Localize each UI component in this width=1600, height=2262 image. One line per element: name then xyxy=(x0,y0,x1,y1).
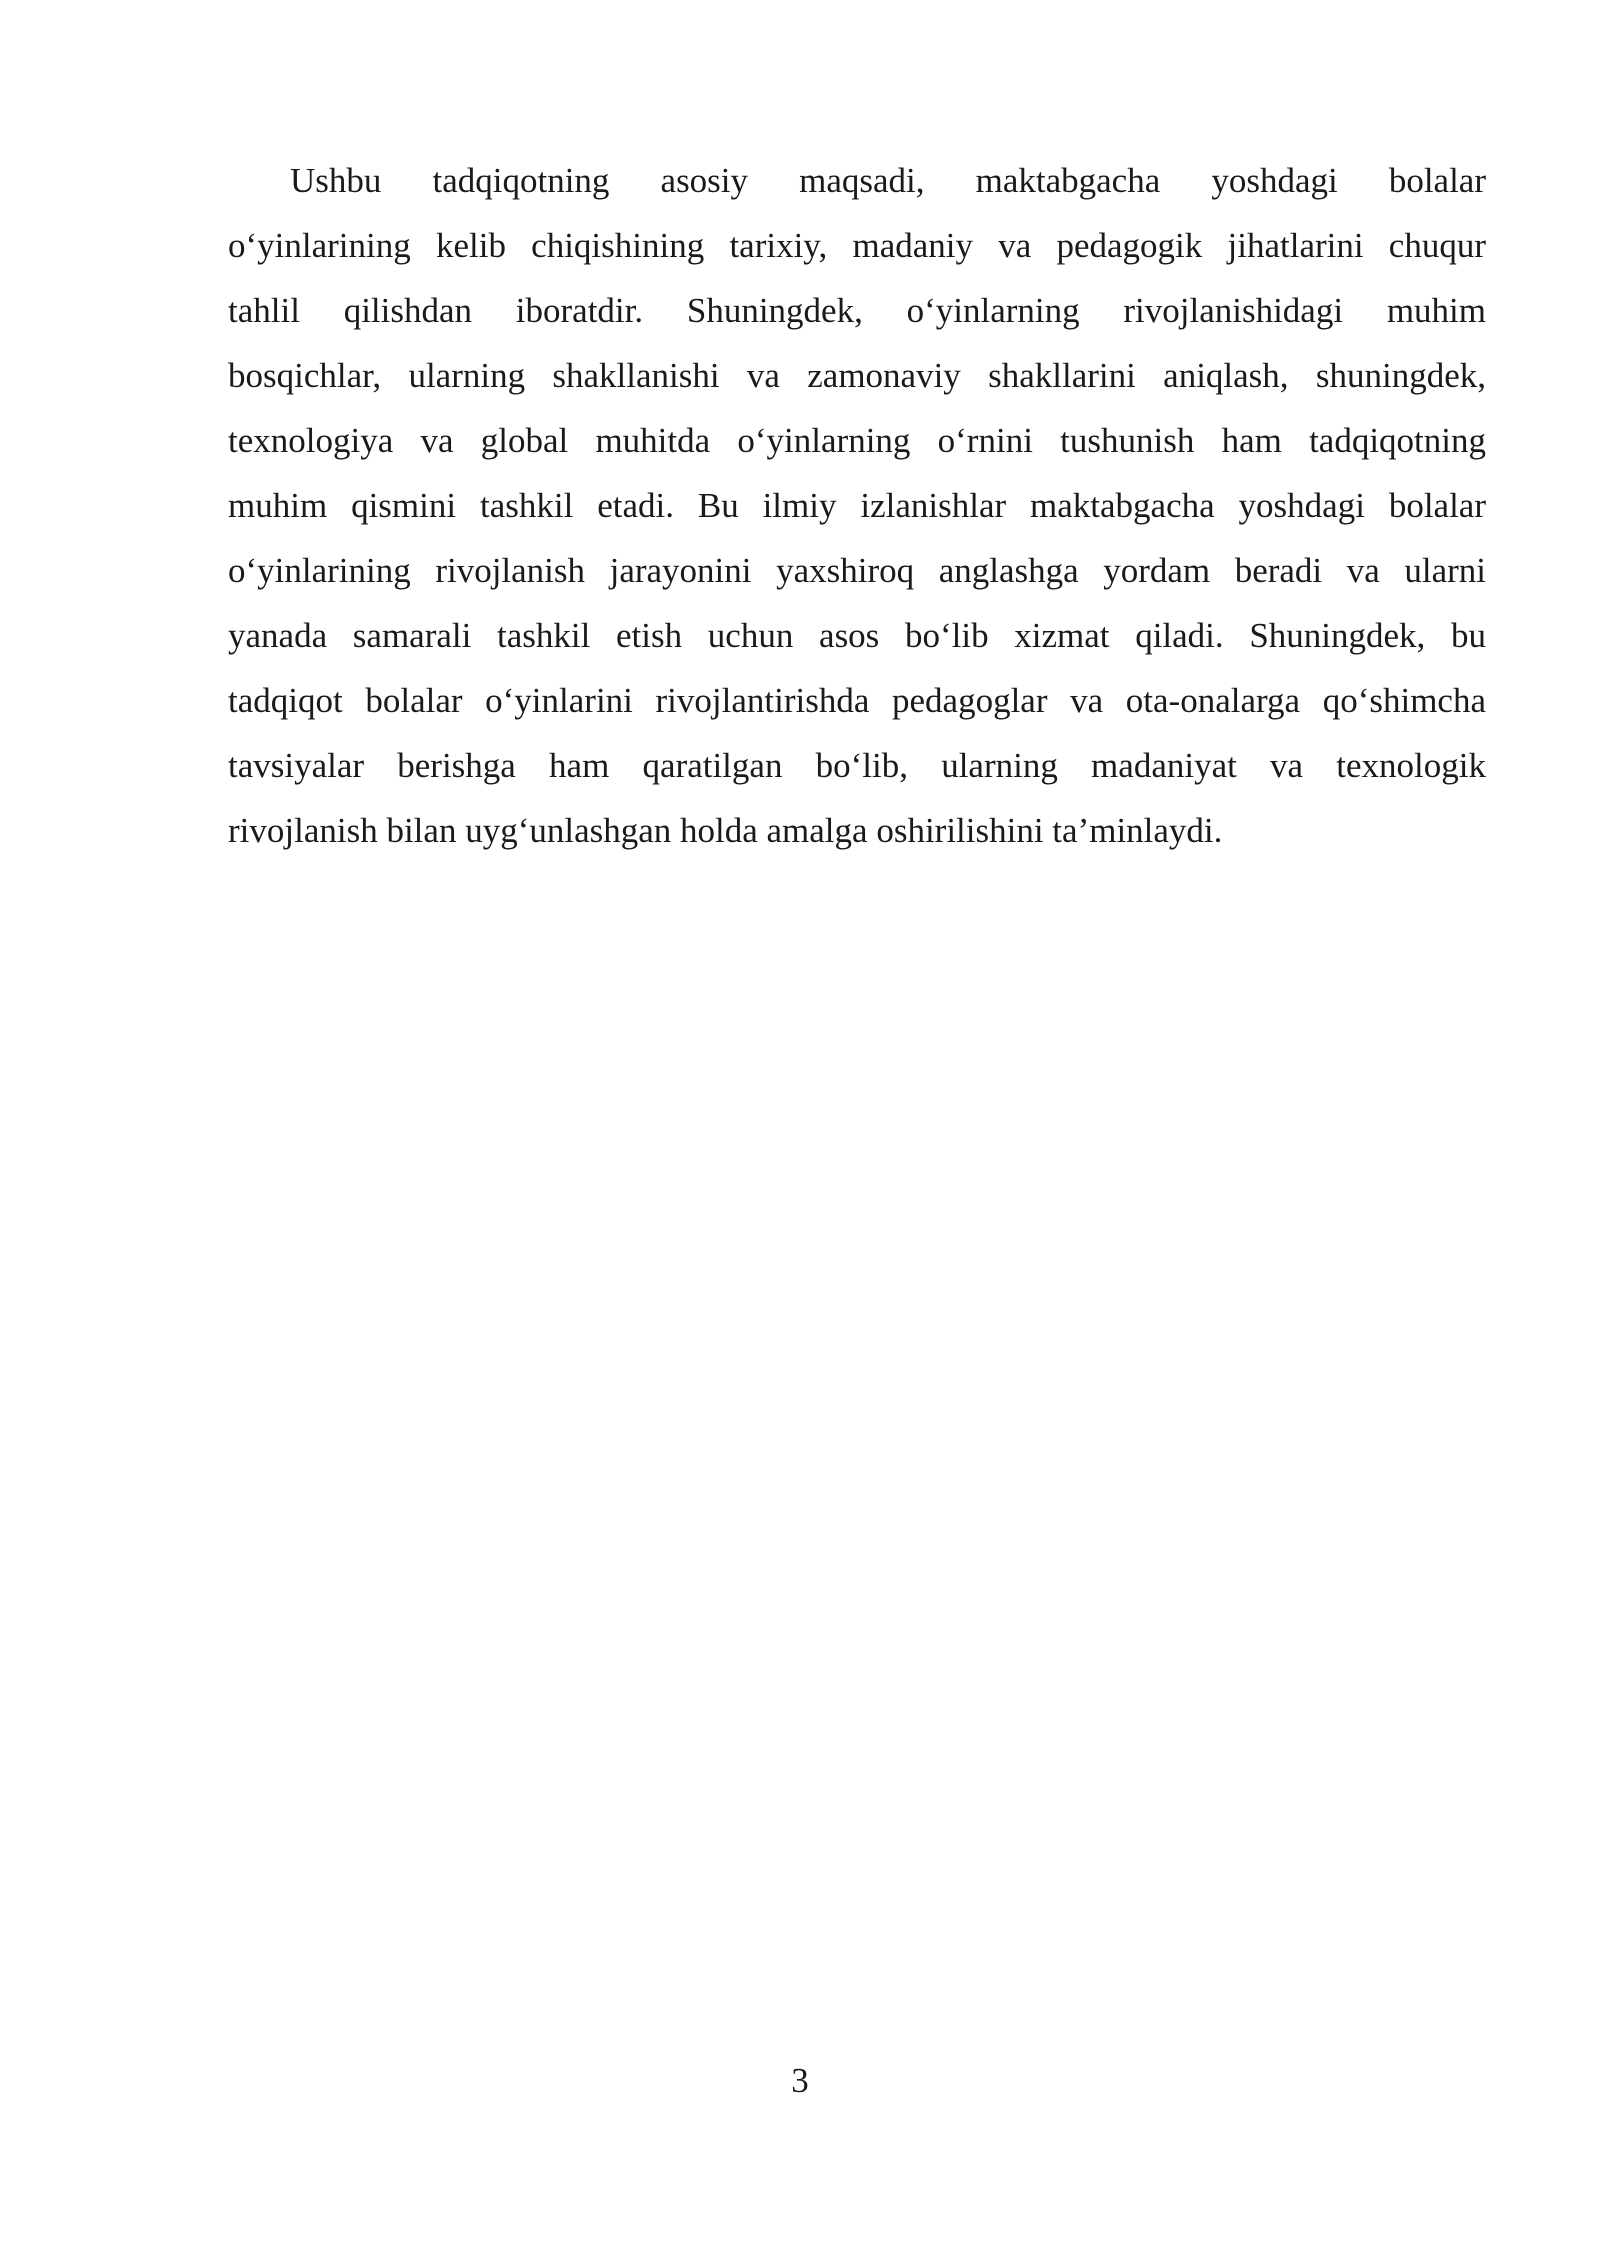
paragraph-line: muhim qismini tashkil etadi. Bu ilmiy izlanishlar maktabgacha yoshdagi bolalar xyxy=(228,486,1486,525)
paragraph-line: texnologiya va global muhitda o‘yinlarning o‘rnini tushunish ham tadqiqotning xyxy=(228,421,1486,460)
paragraph-line: rivojlanish bilan uyg‘unlashgan holda amalga oshirilishini ta’minlaydi. xyxy=(228,811,1223,850)
paragraph-line: tahlil qilishdan iboratdir. Shuningdek, o‘yinlarning rivojlanishidagi muhim xyxy=(228,291,1486,330)
paragraph-line: o‘yinlarining rivojlanish jarayonini yaxshiroq anglashga yordam beradi va ularni xyxy=(228,551,1486,590)
page-number: 3 xyxy=(791,2061,809,2100)
paragraph-line: bosqichlar, ularning shakllanishi va zamonaviy shakllarini aniqlash, shuningdek, xyxy=(228,356,1486,395)
paragraph-line: Ushbu tadqiqotning asosiy maqsadi, maktabgacha yoshdagi bolalar xyxy=(290,161,1486,200)
body-paragraph xyxy=(228,148,1486,863)
paragraph-line: tavsiyalar berishga ham qaratilgan bo‘lib, ularning madaniyat va texnologik xyxy=(228,746,1486,785)
paragraph-line: yanada samarali tashkil etish uchun asos bo‘lib xizmat qiladi. Shuningdek, bu xyxy=(228,616,1486,655)
paragraph-line: tadqiqot bolalar o‘yinlarini rivojlantirishda pedagoglar va ota-onalarga qo‘shimcha xyxy=(228,681,1486,720)
paragraph-line: o‘yinlarining kelib chiqishining tarixiy, madaniy va pedagogik jihatlarini chuqur xyxy=(228,226,1486,265)
